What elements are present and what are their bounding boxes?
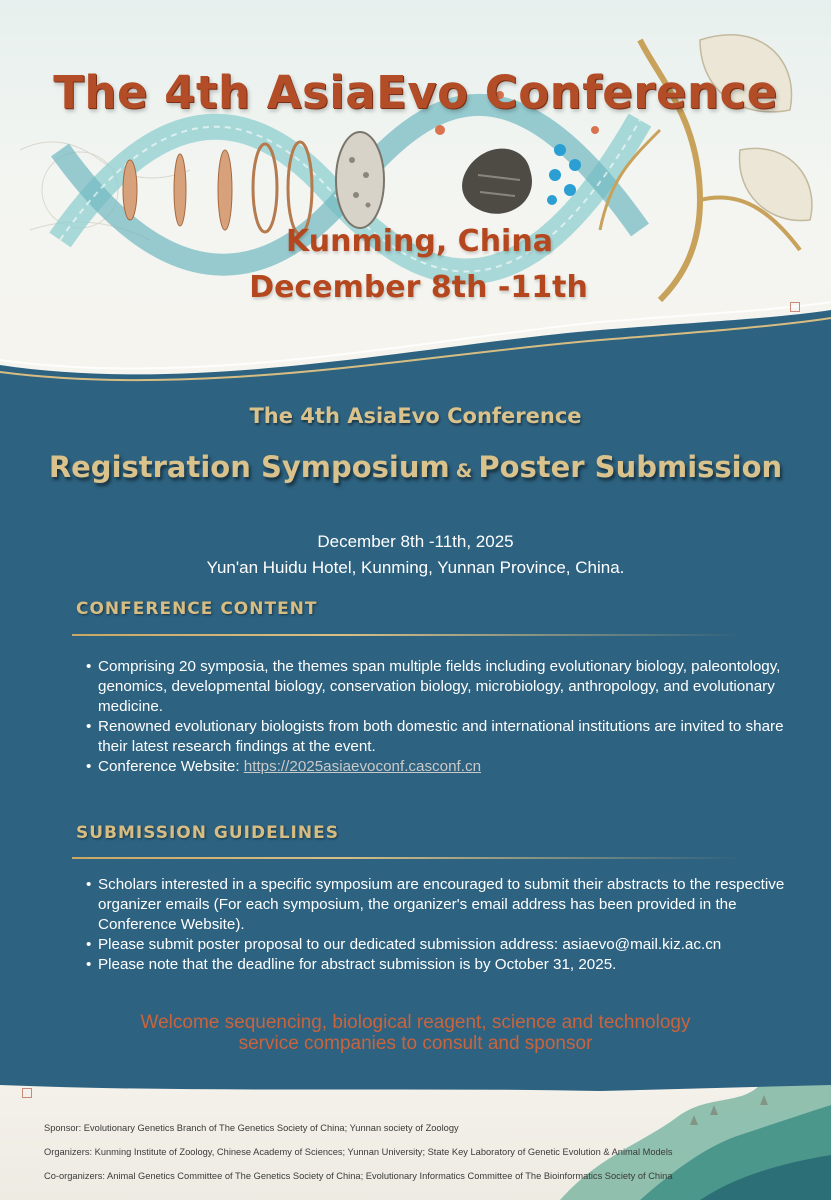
section-divider xyxy=(72,857,742,859)
panel-title: The 4th AsiaEvo Conference xyxy=(249,404,582,428)
corner-mark xyxy=(22,1088,32,1098)
list-item: • Renowned evolutionary biologists from both domestic and international institutions are invited to share their latest research findings at the event. xyxy=(86,717,786,757)
subtitle-ampersand: & xyxy=(455,460,473,482)
list-item: • Scholars interested in a specific symposium are encouraged to submit their abstracts to the respective organizer emails (For each symposium, the organizer's email address has been provided in the Conference Website). xyxy=(86,875,786,935)
footer-co-organizers: Co-organizers: Animal Genetics Committee of The Genetics Society of China; Evolutionary Informatics Committee of The Bioinformatics Society of China xyxy=(44,1171,673,1181)
footer xyxy=(0,1085,831,1200)
conference-content-heading: CONFERENCE CONTENT xyxy=(76,599,318,619)
conference-website-link[interactable]: https://2025asiaevoconf.casconf.cn xyxy=(243,758,482,775)
list-item: • Please note that the deadline for abstract submission is by October 31, 2025. xyxy=(86,955,786,975)
hero-dates: December 8th -11th xyxy=(249,270,588,305)
panel-subtitle xyxy=(0,450,831,484)
sponsor-welcome xyxy=(0,1012,831,1054)
event-date: December 8th -11th, 2025 xyxy=(317,532,514,551)
dna-helix-illustration xyxy=(0,0,831,400)
welcome-line-2: service companies to consult and sponsor xyxy=(238,1033,593,1054)
list-item: • Comprising 20 symposia, the themes span multiple fields including evolutionary biology, paleontology, genomics, developmental biology, conservation biology, microbiology, anthropology, and evolutionary medicine. xyxy=(86,657,786,717)
submission-guidelines-heading: SUBMISSION GUIDELINES xyxy=(76,823,339,843)
event-venue: Yun'an Huidu Hotel, Kunming, Yunnan Province, China. xyxy=(206,558,625,577)
conference-content-list xyxy=(86,657,786,777)
landscape-painting-illustration xyxy=(0,1085,831,1200)
hero-banner xyxy=(0,0,831,400)
submission-guidelines-list xyxy=(86,875,786,975)
footer-organizers: Organizers: Kunming Institute of Zoology, Chinese Academy of Sciences; Yunnan University; State Key Laboratory of Genetic Evolution & Animal Models xyxy=(44,1147,673,1157)
hero-city: Kunming, China xyxy=(286,224,553,259)
list-item: • Please submit poster proposal to our dedicated submission address: asiaevo@mail.kiz.ac.cn xyxy=(86,935,786,955)
list-item xyxy=(86,757,786,777)
website-label: Conference Website: xyxy=(98,758,240,775)
subtitle-registration: Registration Symposium xyxy=(48,450,450,484)
hero-title: The 4th AsiaEvo Conference xyxy=(53,66,778,119)
welcome-line-1: Welcome sequencing, biological reagent, science and technology xyxy=(140,1012,691,1033)
section-divider xyxy=(72,634,742,636)
corner-mark xyxy=(790,302,800,312)
subtitle-poster: Poster Submission xyxy=(478,450,783,484)
footer-sponsor: Sponsor: Evolutionary Genetics Branch of The Genetics Society of China; Yunnan society of Zoology xyxy=(44,1123,459,1133)
